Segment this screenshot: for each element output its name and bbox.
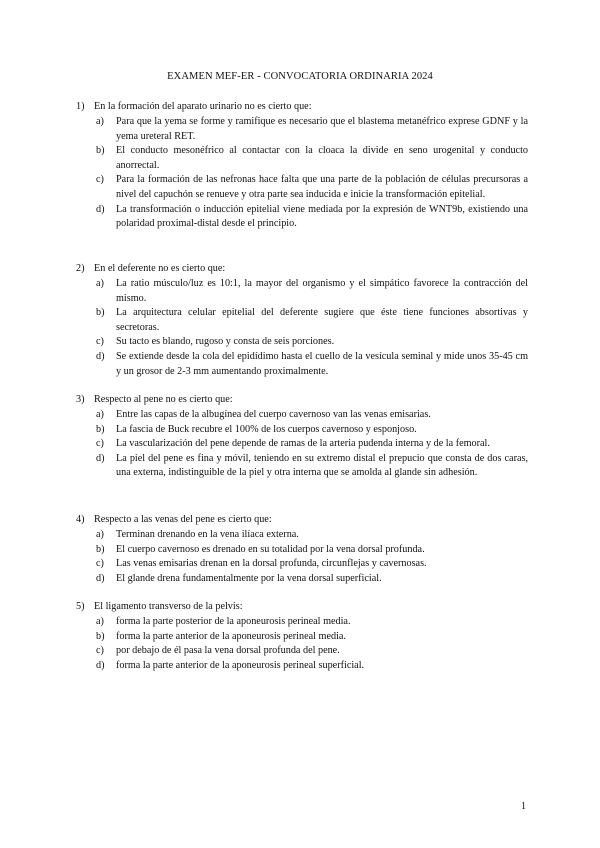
answer-option <box>76 144 528 173</box>
option-letter: c) <box>96 558 104 570</box>
option-text: por debajo de él pasa la vena dorsal profunda del pene. <box>116 645 340 657</box>
answer-option <box>76 543 528 558</box>
answer-option <box>76 115 528 144</box>
answer-option <box>76 335 528 350</box>
answer-option <box>76 203 528 232</box>
option-text: Se extiende desde la cola del epidídimo hasta el cuello de la vesícula seminal y mide unos 35-45 cm y un grosor de 2-3 mm aumentando proximalmente. <box>116 350 528 377</box>
answer-option <box>76 173 528 202</box>
option-text: El glande drena fundamentalmente por la vena dorsal superficial. <box>116 572 382 584</box>
option-letter: b) <box>96 145 105 157</box>
option-text: Para que la yema se forme y ramifique es necesario que el blastema metanéfrico exprese GDNF y la yema ureteral RET. <box>116 116 528 142</box>
option-letter: a) <box>96 616 104 627</box>
option-letter: d) <box>96 572 105 584</box>
question-2 <box>76 262 528 379</box>
option-text: Terminan drenando en la vena ilíaca externa. <box>116 529 299 540</box>
option-text: El conducto mesonéfrico al contactar con la cloaca la divide en seno urogenital y conducto anorrectal. <box>116 145 528 171</box>
question-stem: Respecto al pene no es cierto que: <box>94 394 233 405</box>
option-text: forma la parte posterior de la aponeurosis perineal media. <box>116 616 351 627</box>
question-4 <box>76 513 528 586</box>
document-title: EXAMEN MEF-ER - CONVOCATORIA ORDINARIA 2024 <box>167 71 433 82</box>
answer-option <box>76 437 528 452</box>
option-text: La fascia de Buck recubre el 100% de los cuerpos cavernoso y esponjoso. <box>116 423 417 435</box>
option-text: Para la formación de las nefronas hace falta que una parte de la población de células precursoras a nivel del capuchón se renueve y otra parte sea inducida e inicie la transformación epitelial. <box>116 174 528 200</box>
question-stem: El ligamento transverso de la pelvis: <box>94 601 243 612</box>
option-text: Entre las capas de la albugínea del cuerpo cavernoso van las venas emisarias. <box>116 409 431 420</box>
option-text: La vascularización del pene depende de ramas de la arteria pudenda interna y de la femoral. <box>116 438 490 450</box>
question-1 <box>76 100 528 232</box>
answer-option <box>76 557 528 572</box>
option-letter: d) <box>96 452 105 464</box>
option-letter: a) <box>96 278 104 289</box>
option-letter: d) <box>96 203 105 215</box>
question-number: 2) <box>76 263 85 274</box>
option-text: Las venas emisarias drenan en la dorsal profunda, circunflejas y cavernosas. <box>116 558 427 570</box>
answer-option <box>76 630 528 645</box>
question-number: 1) <box>76 101 85 112</box>
question-number: 5) <box>76 601 85 612</box>
option-letter: a) <box>96 409 104 420</box>
option-letter: c) <box>96 174 104 186</box>
option-letter: b) <box>96 423 105 435</box>
answer-option <box>76 659 528 674</box>
option-text: forma la parte anterior de la aponeurosis perineal superficial. <box>116 659 365 671</box>
option-letter: d) <box>96 350 105 362</box>
question-stem: En el deferente no es cierto que: <box>94 263 226 274</box>
answer-option <box>76 528 528 543</box>
question-stem: En la formación del aparato urinario no es cierto que: <box>94 101 312 112</box>
option-text: La piel del pene es fina y móvil, teniendo en su extremo distal el prepucio que consta de dos caras, una externa, indistinguible de la piel y otra interna que se amolda al glande sin adhesión. <box>116 452 528 479</box>
answer-option <box>76 306 528 335</box>
answer-option <box>76 644 528 659</box>
option-letter: a) <box>96 116 104 127</box>
option-letter: b) <box>96 543 105 555</box>
option-text: forma la parte anterior de la aponeurosis perineal media. <box>116 630 346 642</box>
question-stem: Respecto a las venas del pene es cierto que: <box>94 514 272 525</box>
answer-option <box>76 572 528 587</box>
question-number: 4) <box>76 514 85 525</box>
answer-option <box>76 277 528 306</box>
question-number: 3) <box>76 394 85 405</box>
option-letter: c) <box>96 645 104 657</box>
question-5 <box>76 600 528 673</box>
option-letter: b) <box>96 307 105 319</box>
option-text: La transformación o inducción epitelial viene mediada por la expresión de WNT9b, existiendo una polaridad proximal-distal desde el principio. <box>116 203 528 230</box>
option-text: La ratio músculo/luz es 10:1, la mayor del organismo y el simpático favorece la contracción del mismo. <box>116 278 528 304</box>
option-letter: d) <box>96 659 105 671</box>
answer-option <box>76 350 528 379</box>
answer-option <box>76 452 528 481</box>
answer-option <box>76 408 528 423</box>
option-letter: a) <box>96 529 104 540</box>
page-number: 1 <box>521 801 526 812</box>
option-text: La arquitectura celular epitelial del deferente sugiere que éste tiene funciones absortivas y secretoras. <box>116 307 528 333</box>
option-letter: b) <box>96 630 105 642</box>
option-letter: c) <box>96 336 104 348</box>
option-text: Su tacto es blando, rugoso y consta de seis porciones. <box>116 336 335 348</box>
answer-option <box>76 423 528 438</box>
option-letter: c) <box>96 438 104 450</box>
answer-option <box>76 615 528 630</box>
question-3 <box>76 393 528 481</box>
option-text: El cuerpo cavernoso es drenado en su totalidad por la vena dorsal profunda. <box>116 543 425 555</box>
